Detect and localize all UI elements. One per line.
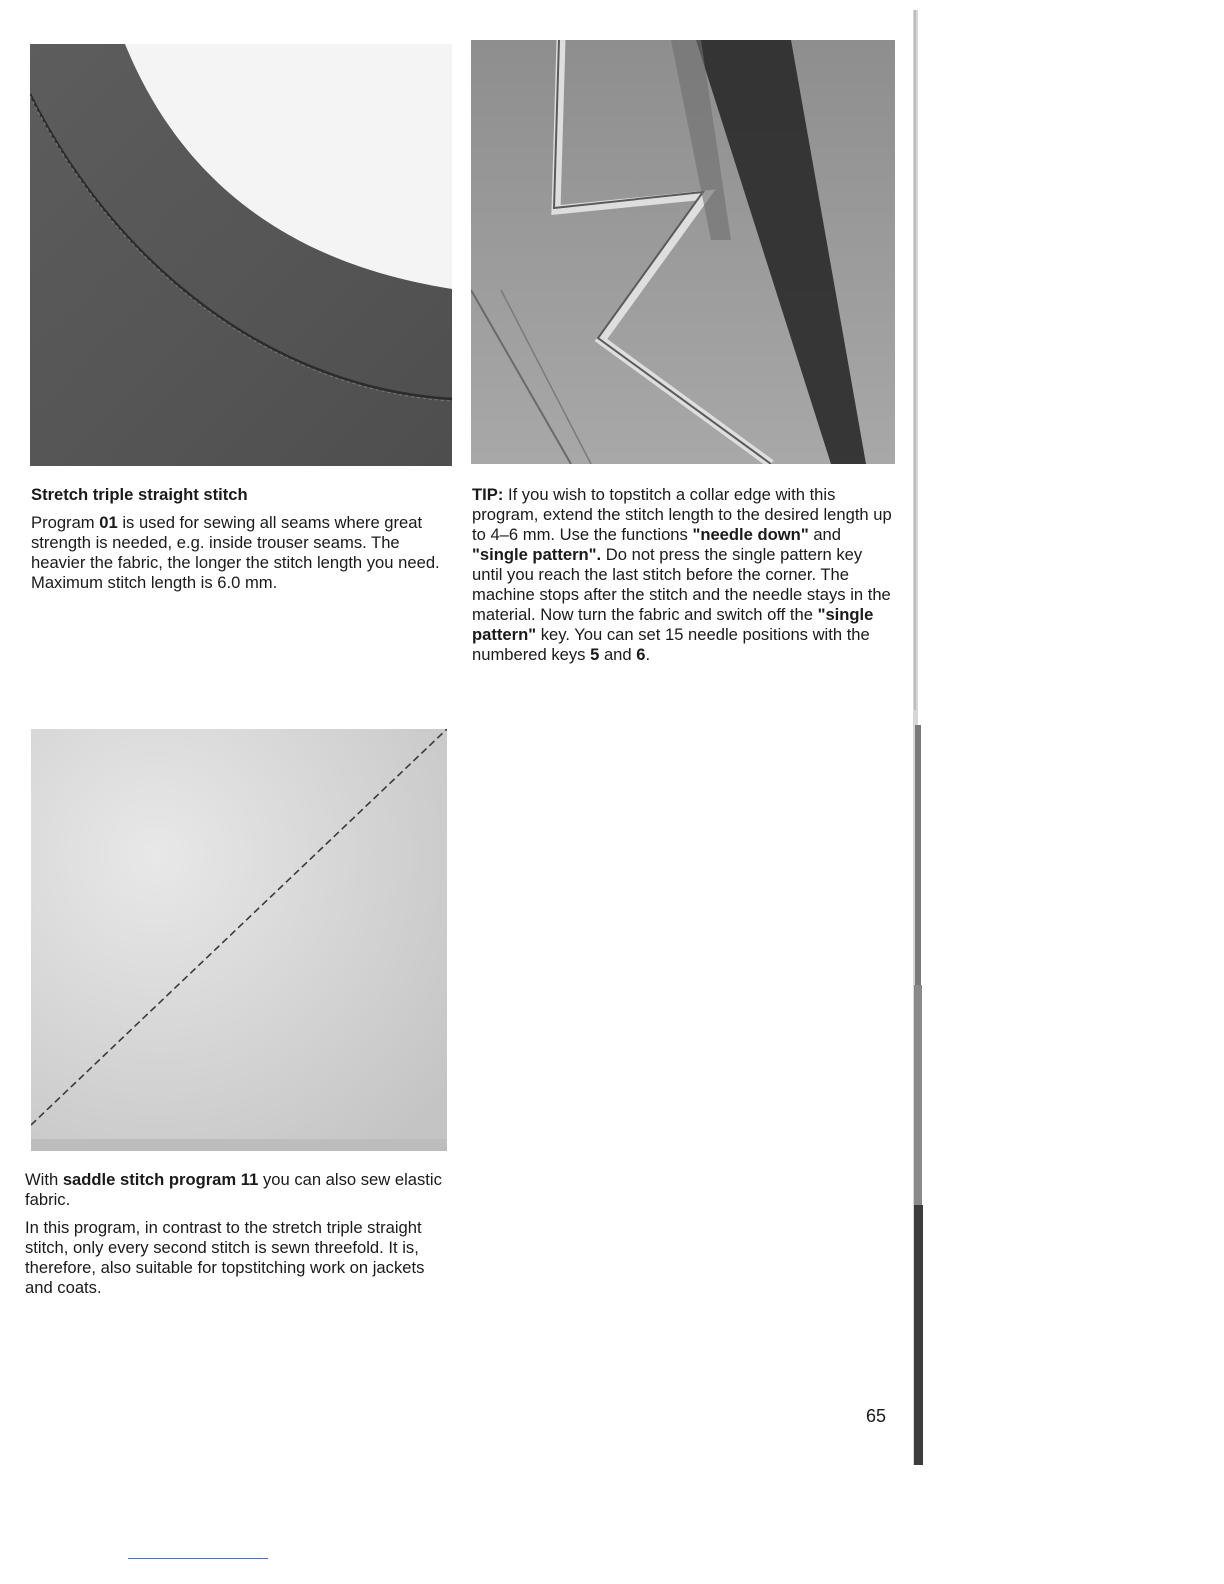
photo-saddle-stitch [31, 729, 447, 1151]
stretch-triple-section [31, 485, 451, 601]
body-text: Program [31, 513, 95, 532]
curved-seam-illustration [30, 44, 452, 466]
body-text: is used for sewing all seams where great strength is needed, e.g. inside trouser seams. The heavier the fabric, the longer the stitch length you need. Maximum stitch length is 6.0 mm. [31, 513, 440, 592]
tip-bold-single-pattern: "single pattern". [472, 545, 602, 564]
tip-bold-single-pattern-2: "single pattern" [472, 605, 874, 644]
tip-section [472, 485, 896, 673]
section-body [31, 513, 451, 593]
photo-collar-topstitch [471, 40, 895, 464]
collar-topstitch-illustration [471, 40, 895, 464]
tip-text: key. You can set 15 needle positions with the numbered keys [472, 625, 870, 664]
saddle-stitch-illustration [31, 729, 447, 1151]
tip-text: If you wish to topstitch a collar edge with this program, extend the stitch length to the desired length up to 4–6 mm. Use the functions [472, 485, 892, 544]
section-heading: Stretch triple straight stitch [31, 485, 248, 504]
tip-label: TIP: [472, 485, 504, 504]
tip-text: and [603, 645, 632, 664]
tip-key-5: 5 [590, 645, 600, 664]
tip-text: . [645, 645, 651, 664]
photo-curved-seam [30, 44, 452, 466]
tip-key-6: 6 [636, 645, 646, 664]
saddle-body: In this program, in contrast to the stretch triple straight stitch, only every second stitch is sewn threefold. It is, therefore, also suitable for topstitching work on jackets and coats. [25, 1218, 425, 1297]
saddle-intro [25, 1170, 447, 1210]
body-text: you can also sew elastic fabric. [25, 1170, 442, 1209]
tip-text: and [813, 525, 841, 544]
tip-bold-needle-down: "needle down" [692, 525, 809, 544]
saddle-stitch-section [25, 1170, 447, 1306]
body-text: With [25, 1170, 59, 1189]
program-number: 01 [99, 513, 118, 532]
page-number: 65 [866, 1406, 887, 1426]
saddle-program-name: saddle stitch program 11 [62, 1170, 259, 1189]
scan-binding-edge [906, 10, 928, 1465]
tip-body [472, 485, 896, 665]
footnote-rule [128, 1558, 268, 1559]
tip-text: Do not press the single pattern key until you reach the last stitch before the corner. The machine stops after the stitch and the needle stays in the material. Now turn the fabric and switch off the [472, 545, 891, 624]
